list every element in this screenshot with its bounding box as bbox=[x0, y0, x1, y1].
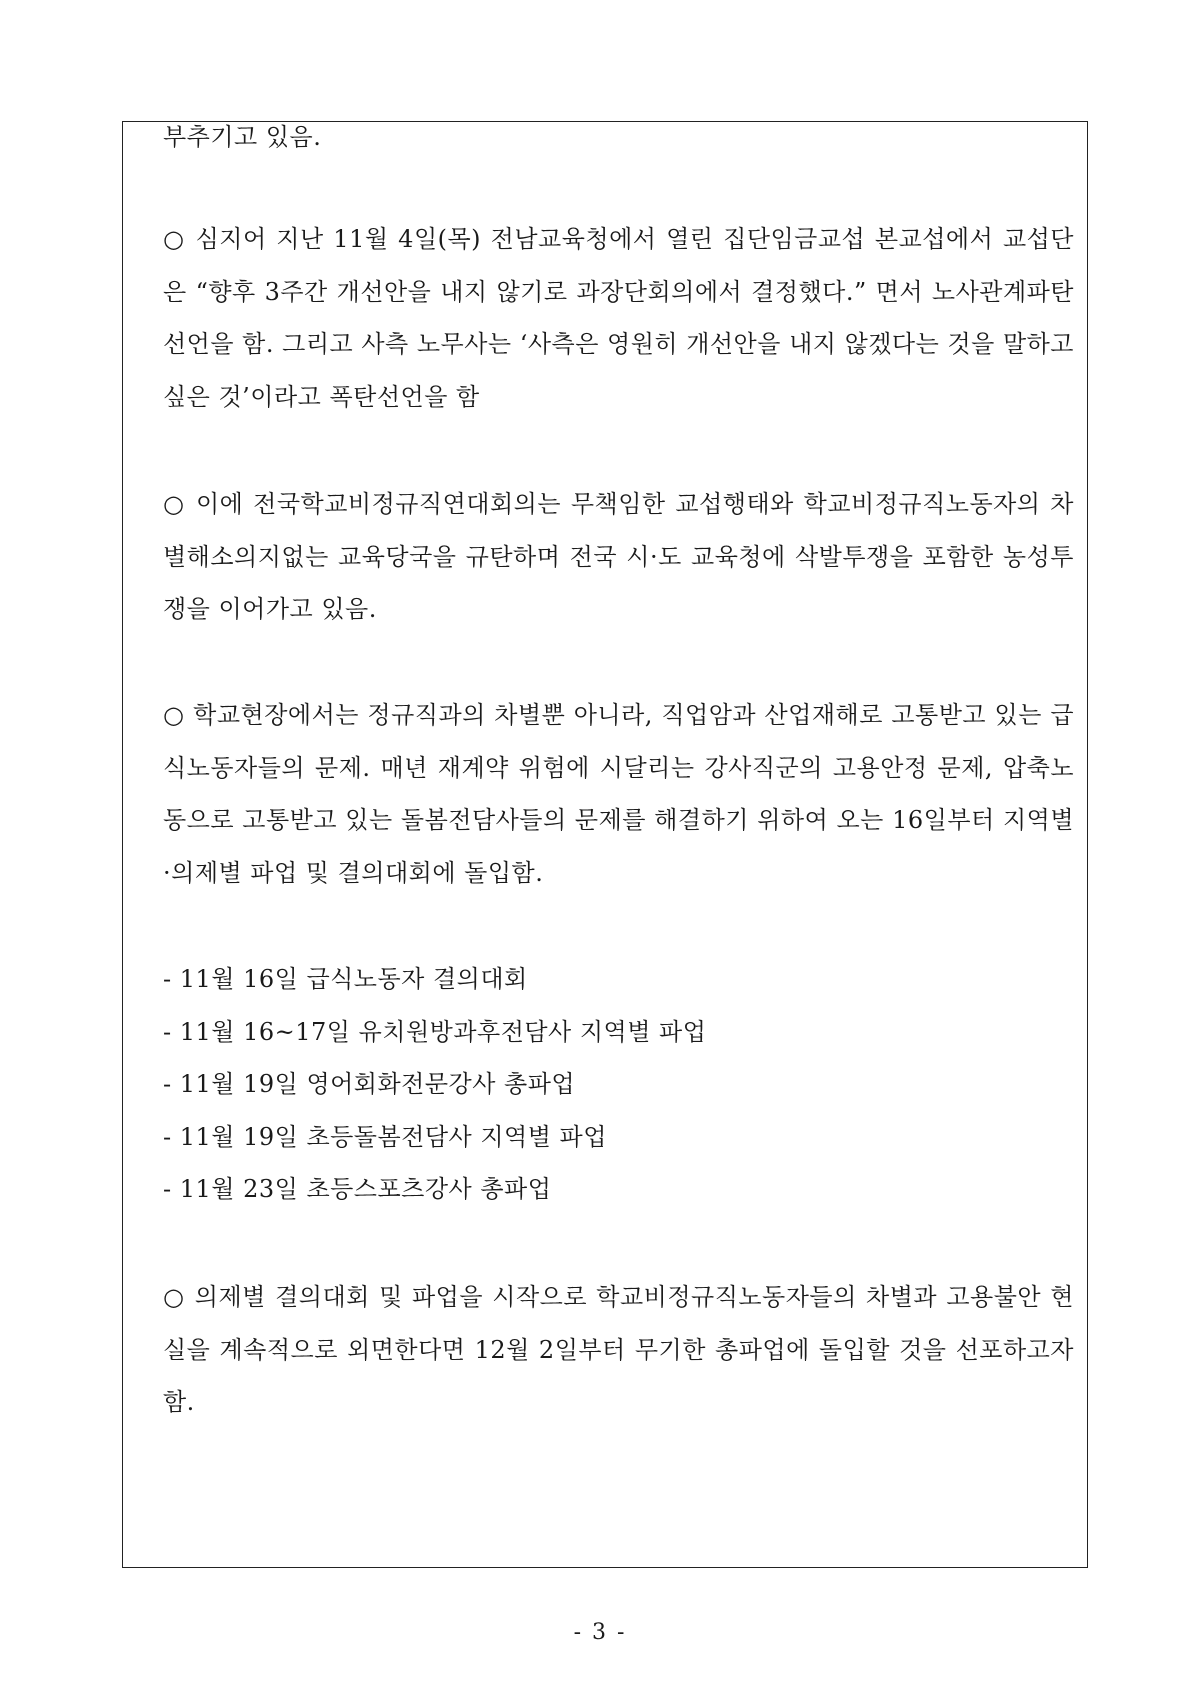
paragraph-1-block bbox=[163, 213, 1074, 423]
schedule-item: - 11월 19일 영어회화전문강사 총파업 bbox=[163, 1070, 576, 1098]
paragraph-1: ○ 심지어 지난 11월 4일(목) 전남교육청에서 열린 집단임금교섭 본교섭에서 교섭단은 “향후 3주간 개선안을 내지 않기로 과장단회의에서 결정했다.” 면서 노사관계파탄 선언을 함. 그리고 사측 노무사는 ‘사측은 영원히 개선안을 내지 않겠다는 것을 말하고 싶은 것’이라고 폭탄선언을 함 bbox=[163, 225, 1074, 411]
continuation-line: 부추기고 있음. bbox=[163, 123, 322, 151]
continuation-block bbox=[163, 111, 1074, 164]
paragraph-4-block bbox=[163, 1271, 1074, 1429]
schedule-item: - 11월 23일 초등스포츠강사 총파업 bbox=[163, 1175, 552, 1203]
paragraph-3: ○ 학교현장에서는 정규직과의 차별뿐 아니라, 직업암과 산업재해로 고통받고 있는 급식노동자들의 문제. 매년 재계약 위험에 시달리는 강사직군의 고용안정 문제, 압축노동으로 고통받고 있는 돌봄전담사들의 문제를 해결하기 위하여 오는 16일부터 지역별·의제별 파업 및 결의대회에 돌입함. bbox=[163, 701, 1074, 887]
schedule-item: - 11월 16~17일 유치원방과후전담사 지역별 파업 bbox=[163, 1017, 707, 1046]
paragraph-3-block bbox=[163, 689, 1074, 899]
page-number: - 3 - bbox=[573, 1620, 627, 1645]
schedule-block bbox=[163, 953, 1074, 1216]
schedule-item: - 11월 16일 급식노동자 결의대회 bbox=[163, 965, 528, 993]
schedule-list bbox=[163, 953, 1074, 1216]
paragraph-2-block bbox=[163, 478, 1074, 636]
paragraph-4: ○ 의제별 결의대회 및 파업을 시작으로 학교비정규직노동자들의 차별과 고용불안 현실을 계속적으로 외면한다면 12월 2일부터 무기한 총파업에 돌입할 것을 선포하고자함. bbox=[163, 1283, 1074, 1416]
schedule-item: - 11월 19일 초등돌봄전담사 지역별 파업 bbox=[163, 1122, 607, 1151]
paragraph-2: ○ 이에 전국학교비정규직연대회의는 무책임한 교섭행태와 학교비정규직노동자의 차별해소의지없는 교육당국을 규탄하며 전국 시·도 교육청에 삭발투쟁을 포함한 농성투쟁을 이어가고 있음. bbox=[163, 490, 1074, 623]
